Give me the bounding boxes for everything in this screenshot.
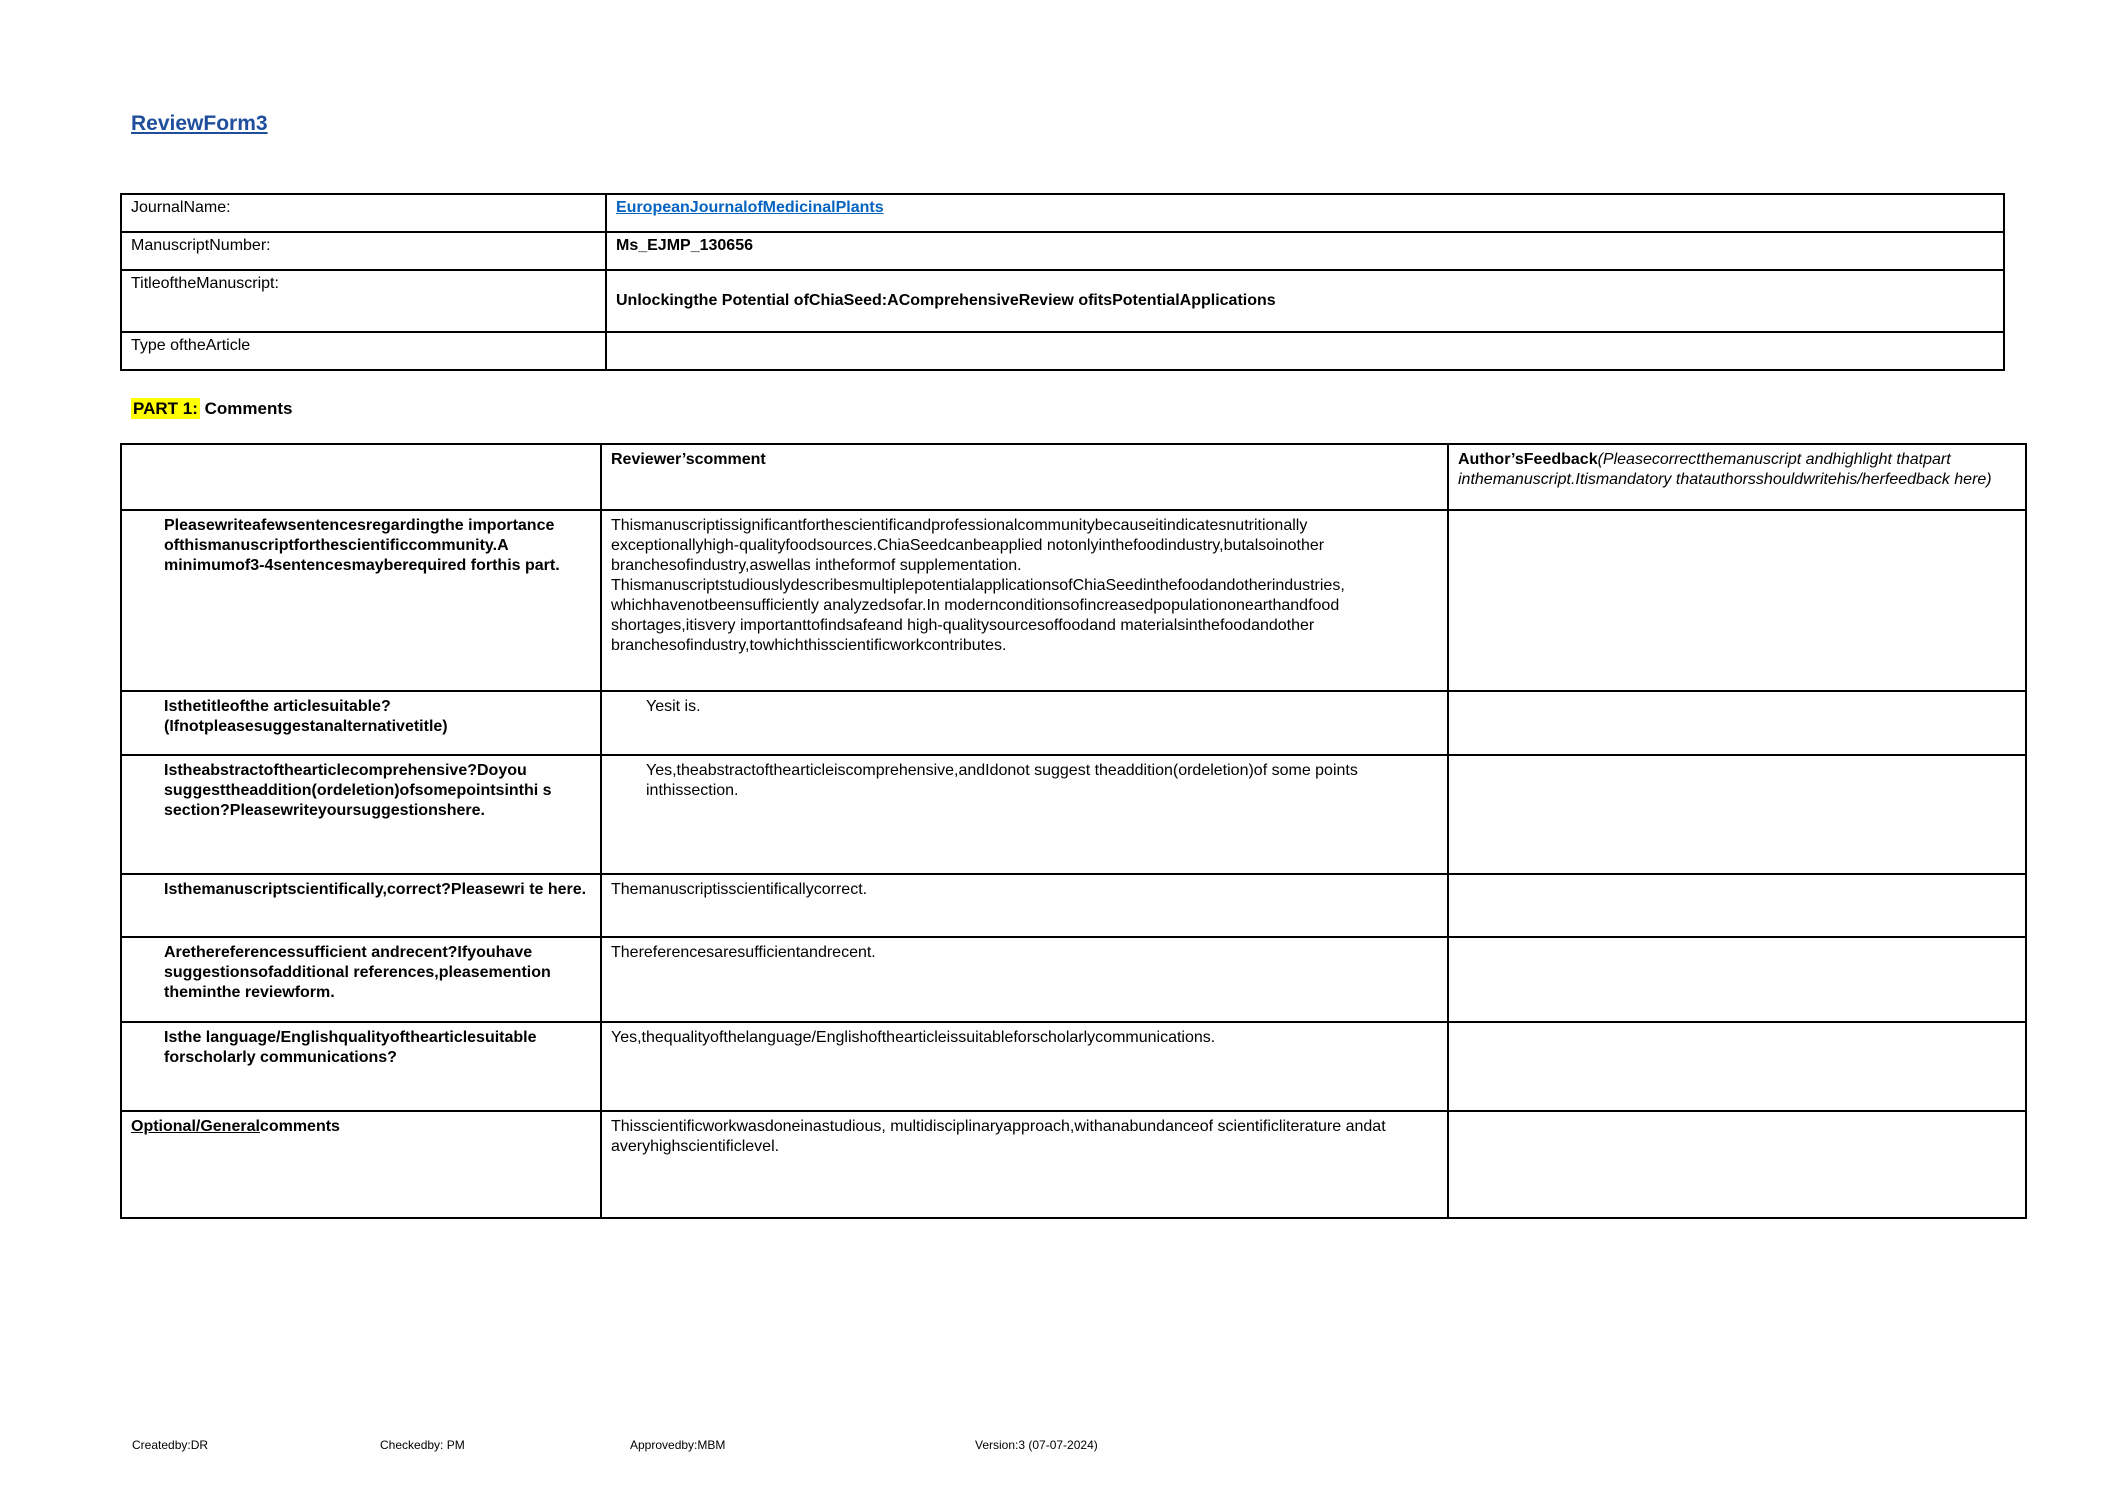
table-row <box>121 232 2004 270</box>
journal-name-label: JournalName: <box>121 194 606 232</box>
part1-heading <box>131 399 292 419</box>
optional-general-rest: comments <box>259 1118 340 1135</box>
table-row <box>121 332 2004 370</box>
article-type-value <box>606 332 2004 370</box>
table-row <box>121 937 2026 1022</box>
manuscript-number-label: ManuscriptNumber: <box>121 232 606 270</box>
manuscript-info-table <box>120 193 2005 371</box>
author-feedback-cell <box>1448 755 2026 874</box>
part1-highlighted-label: PART 1: <box>133 399 198 418</box>
author-feedback-header-note: (Pleasecorrectthemanuscript andhighlight thatpart inthemanuscript.Itismandatory thatauthorsshouldwritehis/herfeedback here) <box>1458 451 1992 488</box>
footer-created-by: Createdby:DR <box>132 1438 209 1452</box>
author-feedback-cell <box>1448 510 2026 691</box>
reviewer-comment-cell: Thismanuscriptissignificantforthescientificandprofessionalcommunitybecauseitindicatesnutritionally exceptionallyhigh-qualityfoodsources.ChiaSeedcanbeapplied notonlyinthefoodindustry,butalsoinother branchesofindustry,aswellas intheformof supplementation. ThismanuscriptstudiouslydescribesmultiplepotentialapplicationsofChiaSeedinthefoodandotherindustries, whichhavenotbeensufficiently analyzedsofar.In modernconditionsofincreasedpopulationonearthandfood shortages,itisvery importanttofindsafeand high-qualitysourcesoffoodand materialsinthefoodandother branchesofindustry,towhichthisscientificworkcontributes. <box>601 510 1448 691</box>
article-type-label: Type oftheArticle <box>121 332 606 370</box>
author-feedback-header-bold: Author’sFeedback <box>1458 451 1598 468</box>
author-feedback-cell <box>1448 874 2026 937</box>
journal-name-value <box>606 194 2004 232</box>
manuscript-title-label: TitleoftheManuscript: <box>121 270 606 332</box>
table-row <box>121 194 2004 232</box>
reviewer-comment-cell: Thisscientificworkwasdoneinastudious, multidisciplinaryapproach,withanabundanceof scientificliterature andat averyhighscientificlevel. <box>601 1111 1448 1218</box>
question-cell: Isthetitleofthe articlesuitable? (Ifnotpleasesuggestanalternativetitle) <box>121 691 601 755</box>
question-cell: Isthe language/Englishqualityofthearticlesuitable forscholarly communications? <box>121 1022 601 1111</box>
table-row <box>121 510 2026 691</box>
question-cell: Isthemanuscriptscientifically,correct?Pleasewri te here. <box>121 874 601 937</box>
author-feedback-cell <box>1448 691 2026 755</box>
reviewer-comment-cell: Yes,theabstractofthearticleiscomprehensive,andIdonot suggest theaddition(ordeletion)of some points inthissection. <box>601 755 1448 874</box>
question-cell <box>121 1111 601 1218</box>
footer-version: Version:3 (07-07-2024) <box>975 1438 1098 1452</box>
footer-checked-by: Checkedby: PM <box>380 1438 465 1452</box>
reviewer-comment-cell: Themanuscriptisscientificallycorrect. <box>601 874 1448 937</box>
reviewer-comment-header: Reviewer’scomment <box>601 444 1448 510</box>
reviewer-comment-cell: Thereferencesaresufficientandrecent. <box>601 937 1448 1022</box>
table-row <box>121 874 2026 937</box>
form-title-link[interactable]: ReviewForm3 <box>131 112 268 135</box>
footer-approved-by: Approvedby:MBM <box>630 1438 726 1452</box>
author-feedback-header <box>1448 444 2026 510</box>
question-cell: Pleasewriteafewsentencesregardingthe importance ofthismanuscriptforthescientificcommunity.A minimumof3-4sentencesmayberequired forthis part. <box>121 510 601 691</box>
table-row <box>121 270 2004 332</box>
journal-link[interactable]: EuropeanJournalofMedicinalPlants <box>616 199 884 216</box>
table-header-row <box>121 444 2026 510</box>
question-cell: Istheabstractofthearticlecomprehensive?Doyou suggesttheaddition(ordeletion)ofsomepointsinthi s section?Pleasewriteyoursuggestionshere. <box>121 755 601 874</box>
question-header-cell <box>121 444 601 510</box>
manuscript-title-value: Unlockingthe Potential ofChiaSeed:AComprehensiveReview ofitsPotentialApplications <box>606 270 2004 332</box>
table-row <box>121 691 2026 755</box>
optional-general-label: Optional/General <box>131 1118 260 1135</box>
table-row <box>121 1022 2026 1111</box>
author-feedback-cell <box>1448 1111 2026 1218</box>
reviewer-comment-cell: Yes,thequalityofthelanguage/Englishofthearticleissuitableforscholarlycommunications. <box>601 1022 1448 1111</box>
author-feedback-cell <box>1448 1022 2026 1111</box>
review-comments-table <box>120 443 2027 1219</box>
manuscript-number-value: Ms_EJMP_130656 <box>606 232 2004 270</box>
table-row <box>121 1111 2026 1218</box>
author-feedback-cell <box>1448 937 2026 1022</box>
table-row <box>121 755 2026 874</box>
reviewer-comment-cell: Yesit is. <box>601 691 1448 755</box>
part1-heading-rest: Comments <box>204 399 293 418</box>
question-cell: Arethereferencessufficient andrecent?Ifyouhave suggestionsofadditional references,pleasemention theminthe reviewform. <box>121 937 601 1022</box>
